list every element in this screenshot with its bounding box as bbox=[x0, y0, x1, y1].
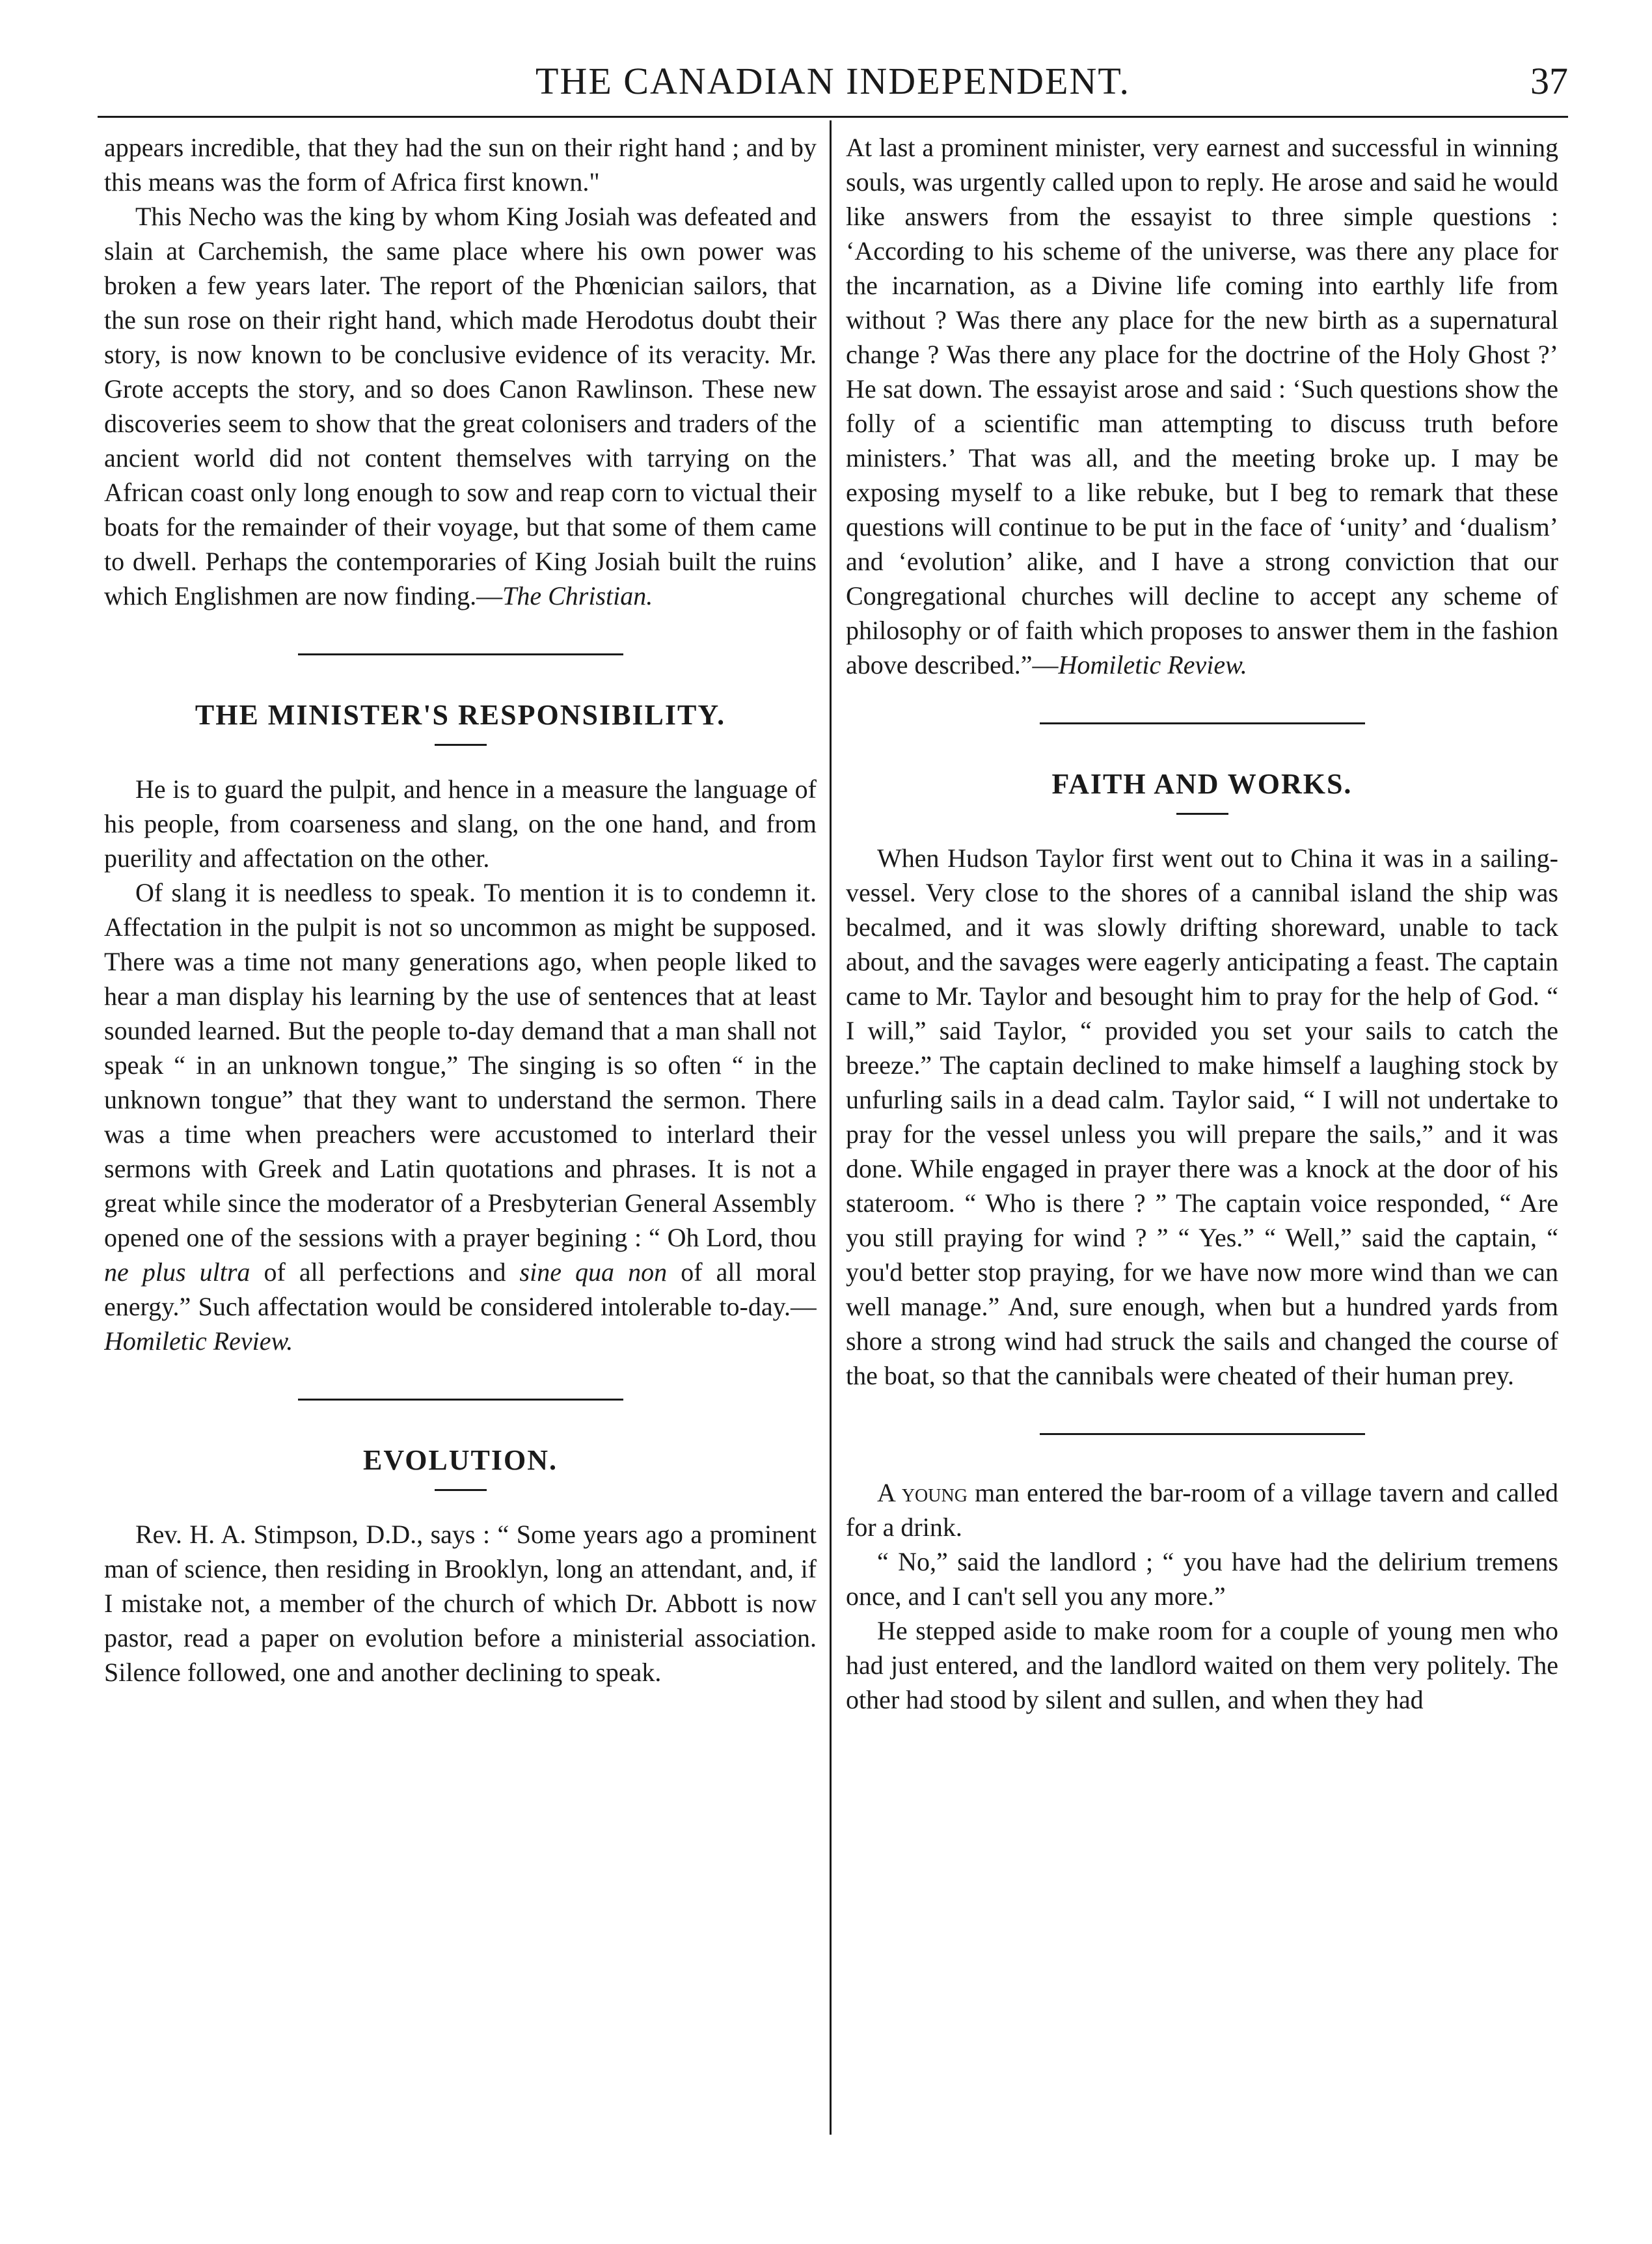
page-header bbox=[98, 55, 1568, 114]
young-man-paragraph-1 bbox=[846, 1475, 1558, 1544]
column-divider bbox=[830, 120, 832, 2135]
evolution-continued-paragraph bbox=[846, 130, 1558, 682]
young-lead-in: A young bbox=[877, 1478, 968, 1507]
minister-section-title: THE MINISTER'S RESPONSIBILITY. bbox=[195, 699, 726, 731]
faith-section-title: FAITH AND WORKS. bbox=[1051, 768, 1353, 800]
young-man-paragraph-2: “ No,” said the landlord ; “ you have had the delirium tremens once, and I can't sell you any more.” bbox=[846, 1547, 1558, 1611]
left-column bbox=[104, 130, 817, 2135]
minister-paragraph-1: He is to guard the pulpit, and hence in a measure the language of his people, from coarseness and slang, on the one hand, and from puerility and affectation on the other. bbox=[104, 774, 817, 873]
evolution-continued-text: At last a prominent minister, very earnest and successful in winning souls, was urgently called upon to reply. He arose and said he would like answers from the essayist to three simple questions : ‘According to his scheme of the universe, was there any place for the incarnation, as a Divine life coming into earthly life from without ? Was there any place for the new birth as a supernatural change ? Was there any place for the doctrine of the Holy Ghost ?’ He sat down. The essayist arose and said : ‘Such questions show the folly of a scientific man attempting to discuss truth before ministers.’ That was all, and the meeting broke up. I may be exposing myself to a like rebuke, but I beg to remark that these questions will continue to be put in the face of ‘unity’ and ‘dualism’ and ‘evolution’ alike, and I have a strong conviction that our Congregational churches will decline to accept any scheme of philosophy or of faith which proposes to answer them in the fashion above described.”— bbox=[846, 133, 1558, 679]
faith-paragraph: When Hudson Taylor first went out to China it was in a sailing-vessel. Very close to the shores of a cannibal island the ship was becalmed, and it was slowly drifting shoreward, unable to tack about, and the savages were eagerly anticipating a feast. The captain came to Mr. Taylor and besought him to pray for the help of God. “ I will,” said Taylor, “ provided you set your sails to catch the breeze.” The captain declined to make himself a laughing stock by unfurling sails in a dead calm. Taylor said, “ I will not undertake to pray for the vessel unless you will prepare the sails,” and it was done. While engaged in prayer there was a knock at the door of his stateroom. “ Who is there ? ” The captain voice responded, “ Are you still praying for wind ? ” “ Yes.” “ Well,” said the captain, “ you'd better stop praying, for we have now more wind than we can well manage.” And, sure enough, when but a hundred yards from shore a strong wind had struck the sails and changed the course of the boat, so that the cannibals were cheated of their human prey. bbox=[846, 843, 1558, 1390]
young-text: man entered the bar-room of a village tavern and called for a drink. bbox=[846, 1478, 1558, 1542]
evolution-source: Homiletic Review. bbox=[1058, 650, 1247, 679]
section-separator bbox=[298, 653, 623, 655]
title-rule bbox=[1176, 813, 1228, 815]
section-separator bbox=[1040, 722, 1365, 724]
header-rule bbox=[98, 116, 1568, 118]
section-separator bbox=[298, 1399, 623, 1401]
latin-phrase-2: sine qua non bbox=[519, 1257, 668, 1287]
page-number: 37 bbox=[1530, 60, 1568, 102]
opening-paragraph: appears incredible, that they had the sun on their right hand ; and by this means was the form of Africa first known." bbox=[104, 133, 817, 197]
evolution-section-title: EVOLUTION. bbox=[362, 1444, 558, 1476]
minister-source: Homiletic Review. bbox=[104, 1326, 293, 1356]
running-title: THE CANADIAN INDEPENDENT. bbox=[535, 60, 1130, 102]
young-man-paragraph-3: He stepped aside to make room for a couple of young men who had just entered, and the landlord waited on them very politely. The other had stood by silent and sullen, and when they had bbox=[846, 1616, 1558, 1714]
necho-text: This Necho was the king by whom King Josiah was defeated and slain at Carchemish, the same place where his own power was broken a few years later. The report of the Phœnician sailors, that the sun rose on their right hand, which made Herodotus doubt their story, is now known to be conclusive evidence of its veracity. Mr. Grote accepts the story, and so does Canon Rawlinson. These new discoveries seem to show that the great colonisers and traders of the ancient world did not content themselves with tarrying on the African coast only long enough to sow and reap corn to victual their boats for the remainder of their voyage, but that some of them came to dwell. Perhaps the contemporaries of King Josiah built the ruins which Englishmen are now finding.— bbox=[104, 202, 817, 610]
section-separator bbox=[1040, 1433, 1365, 1435]
latin-phrase-1: ne plus ultra bbox=[104, 1257, 251, 1287]
minister-text-b: of all perfections and bbox=[250, 1257, 520, 1287]
minister-text-a: Of slang it is needless to speak. To mention it is to condemn it. Affectation in the pulpit is not so uncommon as might be supposed. There was a time not many generations ago, when people liked to hear a man display his learning by the use of sentences that at least sounded learned. But the people to-day demand that a man shall not speak “ in an unknown tongue,” The singing is so often “ in the unknown tongue” that they want to understand the sermon. There was a time when preachers were accustomed to interlard their sermons with Greek and Latin quotations and phrases. It is not a great while since the moderator of a Presbyterian General Assembly opened one of the sessions with a prayer begining : “ Oh Lord, thou bbox=[104, 878, 817, 1252]
right-column bbox=[846, 130, 1558, 2135]
minister-text-c: of all moral energy.” Such affectation would be considered intolerable to-day.— bbox=[104, 1257, 817, 1321]
necho-source: The Christian. bbox=[502, 581, 653, 610]
title-rule bbox=[435, 744, 487, 746]
evolution-paragraph: Rev. H. A. Stimpson, D.D., says : “ Some years ago a prominent man of science, then residing in Brooklyn, long an attendant, and, if I mistake not, a member of the church of which Dr. Abbott is now pastor, read a paper on evolution before a ministerial association. Silence followed, one and another declining to speak. bbox=[104, 1520, 817, 1687]
minister-paragraph-2 bbox=[104, 875, 817, 1358]
necho-paragraph bbox=[104, 199, 817, 613]
title-rule bbox=[435, 1489, 487, 1491]
